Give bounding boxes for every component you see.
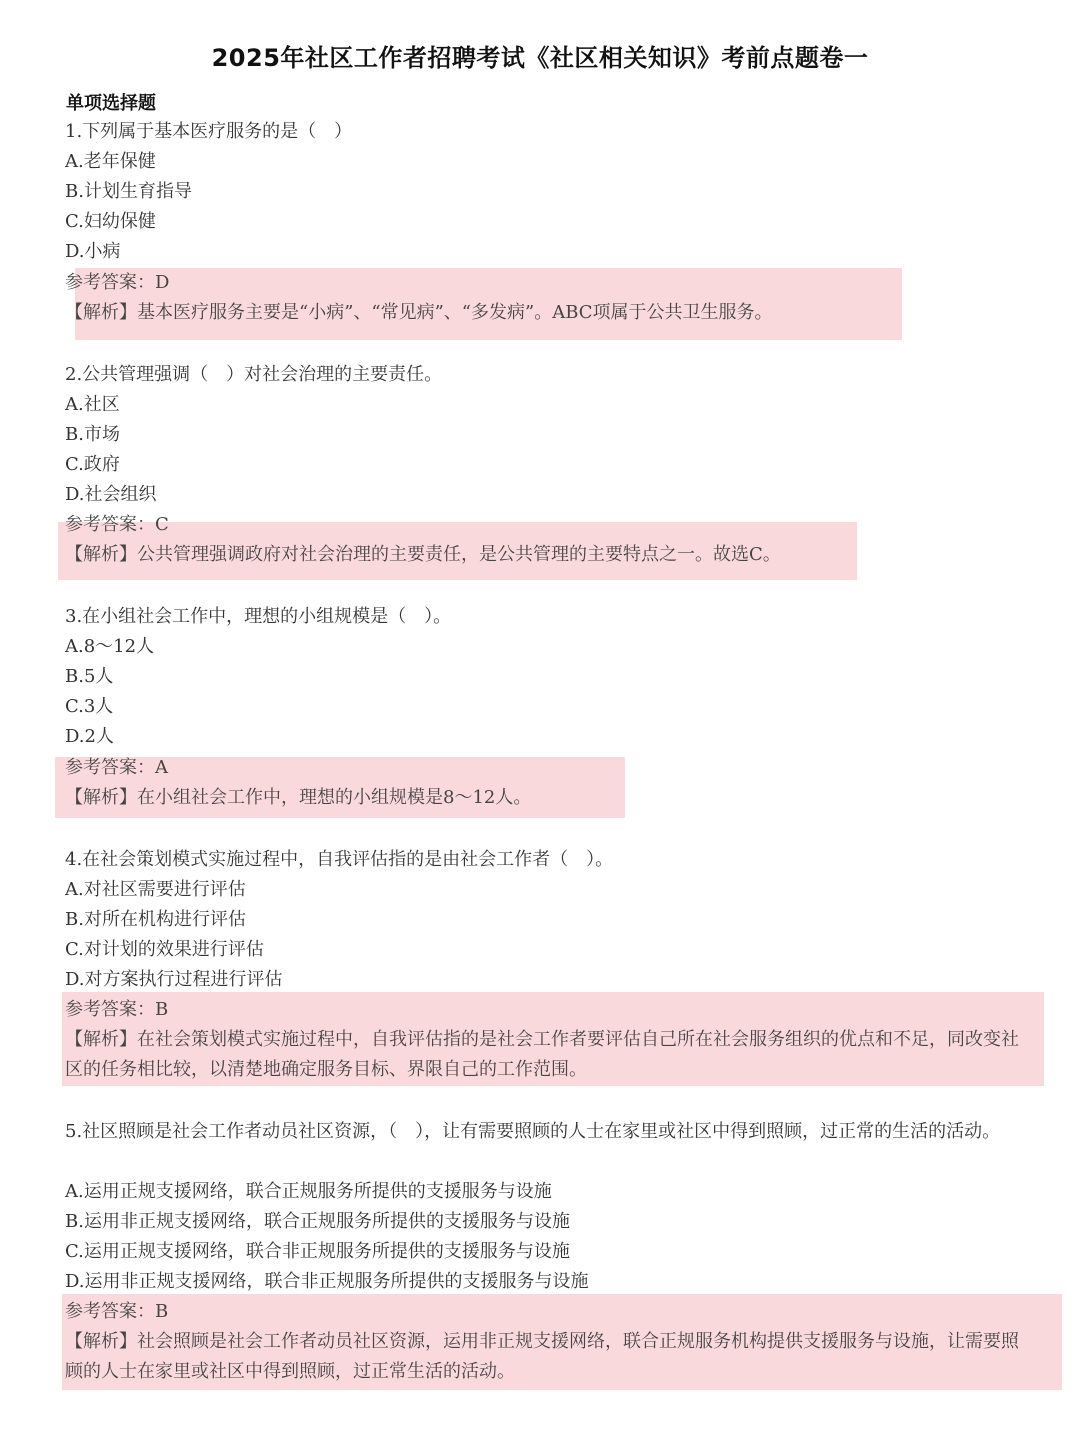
question-stem: 3.在小组社会工作中，理想的小组规模是（ ）。 bbox=[65, 606, 452, 627]
option-d: D.运用非正规支援网络，联合非正规服务所提供的支援服务与设施 bbox=[65, 1271, 589, 1292]
option-a: A.8～12人 bbox=[65, 636, 155, 657]
option-c: C.3人 bbox=[65, 696, 114, 717]
option-d: D.小病 bbox=[65, 241, 121, 262]
question-stem: 5.社区照顾是社会工作者动员社区资源，（ ），让有需要照顾的人士在家里或社区中得到照顾，过正常的生活的活动。 bbox=[65, 1121, 1001, 1142]
option-a: A.社区 bbox=[65, 394, 120, 415]
reference-answer: 参考答案：B bbox=[65, 1301, 169, 1322]
option-c: C.妇幼保健 bbox=[65, 211, 156, 232]
reference-answer: 参考答案：A bbox=[65, 757, 168, 778]
answer-analysis: 【解析】基本医疗服务主要是“小病”、“常见病”、“多发病”。ABC项属于公共卫生服务。 bbox=[65, 302, 773, 323]
option-c: C.对计划的效果进行评估 bbox=[65, 939, 264, 960]
option-a: A.运用正规支援网络，联合正规服务所提供的支援服务与设施 bbox=[65, 1181, 552, 1202]
option-c: C.运用正规支援网络，联合非正规服务所提供的支援服务与设施 bbox=[65, 1241, 570, 1262]
answer-analysis: 【解析】在社会策划模式实施过程中，自我评估指的是社会工作者要评估自己所在社会服务组织的优点和不足，同改变社区的任务相比较，以清楚地确定服务目标、界限自己的工作范围。 bbox=[65, 1029, 1019, 1080]
option-b: B.市场 bbox=[65, 424, 120, 445]
question-stem: 4.在社会策划模式实施过程中，自我评估指的是由社会工作者（ ）。 bbox=[65, 849, 614, 870]
option-b: B.计划生育指导 bbox=[65, 181, 192, 202]
question-stem: 1.下列属于基本医疗服务的是（ ） bbox=[65, 121, 353, 142]
option-b: B.运用非正规支援网络，联合正规服务所提供的支援服务与设施 bbox=[65, 1211, 570, 1232]
option-b: B.对所在机构进行评估 bbox=[65, 909, 246, 930]
answer-analysis: 【解析】公共管理强调政府对社会治理的主要责任，是公共管理的主要特点之一。故选C。 bbox=[65, 544, 781, 565]
reference-answer: 参考答案：C bbox=[65, 514, 169, 535]
answer-analysis: 【解析】社会照顾是社会工作者动员社区资源，运用非正规支援网络，联合正规服务机构提供支援服务与设施，让需要照顾的人士在家里或社区中得到照顾，过正常生活的活动。 bbox=[65, 1331, 1019, 1382]
option-d: D.2人 bbox=[65, 726, 114, 747]
option-a: A.老年保健 bbox=[65, 151, 156, 172]
reference-answer: 参考答案：B bbox=[65, 999, 169, 1020]
option-c: C.政府 bbox=[65, 454, 120, 475]
option-d: D.社会组织 bbox=[65, 484, 157, 505]
question-stem: 2.公共管理强调（ ）对社会治理的主要责任。 bbox=[65, 364, 443, 385]
answer-analysis: 【解析】在小组社会工作中，理想的小组规模是8～12人。 bbox=[65, 787, 532, 808]
document-title: 2025年社区工作者招聘考试《社区相关知识》考前点题卷一 bbox=[211, 44, 869, 72]
option-a: A.对社区需要进行评估 bbox=[65, 879, 246, 900]
section-heading: 单项选择题 bbox=[66, 93, 156, 114]
option-d: D.对方案执行过程进行评估 bbox=[65, 969, 283, 990]
reference-answer: 参考答案：D bbox=[65, 272, 170, 293]
option-b: B.5人 bbox=[65, 666, 114, 687]
